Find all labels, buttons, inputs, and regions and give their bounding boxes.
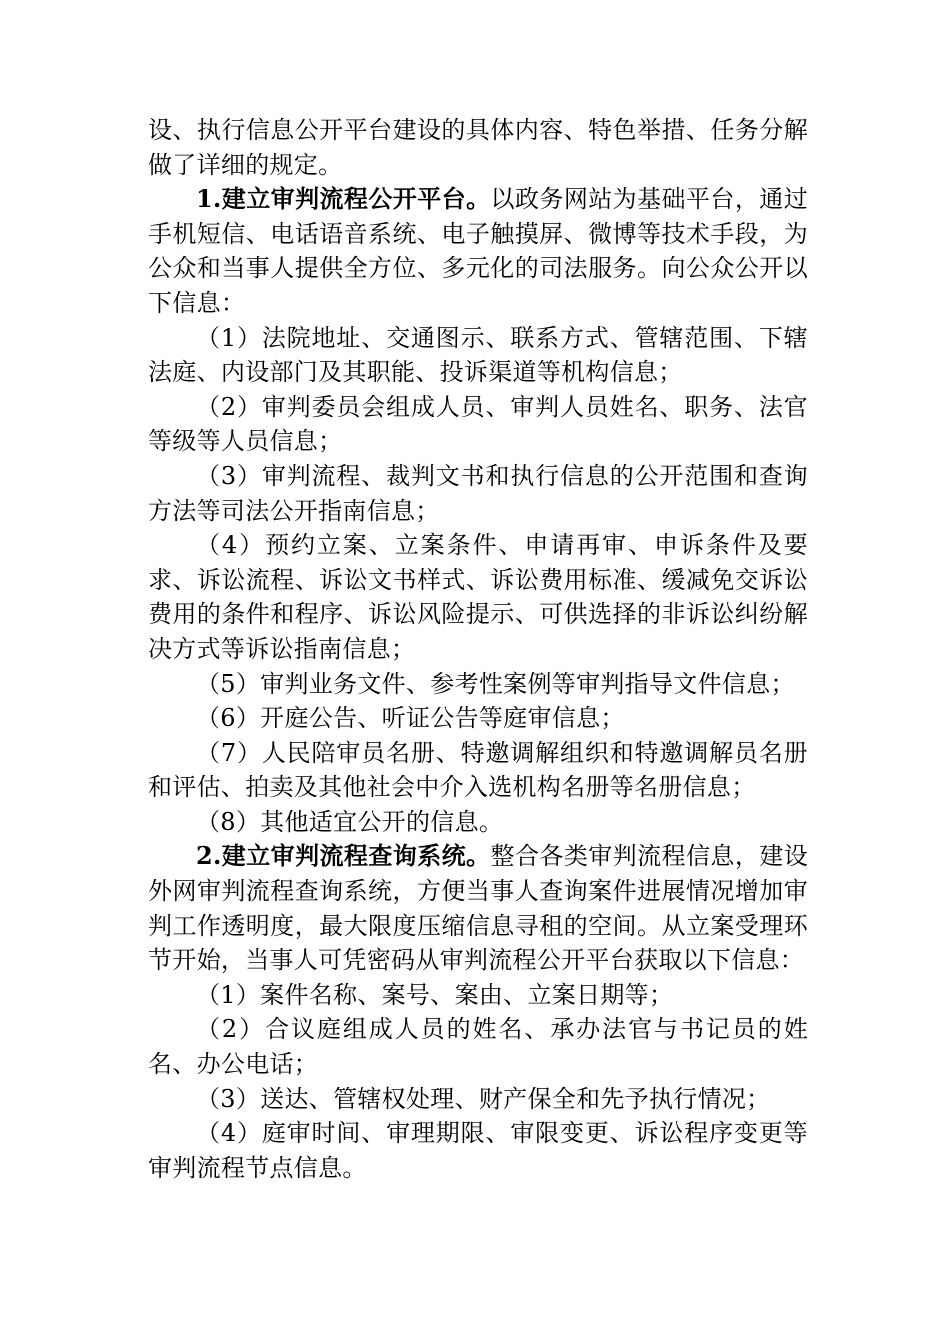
list-item-text: （3）审判流程、裁判文书和执行信息的公开范围和查询方法等司法公开指南信息； [148, 461, 808, 525]
list-item-text: （2）合议庭组成人员的姓名、承办法官与书记员的姓名、办公电话； [148, 1015, 808, 1079]
list-item-text: （1）案件名称、案号、案由、立案日期等； [196, 980, 674, 1009]
section-2-heading: 2.建立审判流程查询系统。 [196, 841, 491, 871]
list-item-text: （4）预约立案、立案条件、申请再审、申诉条件及要求、诉讼流程、诉讼文书样式、诉讼费用标准、缓减免交诉讼费用的条件和程序、诉讼风险提示、可供选择的非诉讼纠纷解决方式等诉讼指南信息； [148, 531, 808, 663]
list-item [148, 1082, 808, 1117]
paragraph-text: 设、执行信息公开平台建设的具体内容、特色举措、任务分解做了详细的规定。 [148, 116, 808, 179]
list-item-text: （7）人民陪审员名册、特邀调解组织和特邀调解员名册和评估、拍卖及其他社会中介入选机构名册等名册信息； [148, 738, 808, 802]
document-page [148, 113, 808, 1185]
list-item [148, 701, 808, 736]
list-item [148, 459, 808, 528]
list-item [148, 1012, 808, 1081]
list-item [148, 667, 808, 702]
list-item [148, 978, 808, 1013]
list-item-text: （4）庭审时间、审理期限、审限变更、诉讼程序变更等审判流程节点信息。 [148, 1119, 808, 1182]
list-item [148, 528, 808, 666]
paragraph-continuation [148, 113, 808, 182]
section-2-text: 整合各类审判流程信息，建设外网审判流程查询系统，方便当事人查询案件进展情况增加审判工作透明度，最大限度压缩信息寻租的空间。从立案受理环节开始，当事人可凭密码从审判流程公开平台获取以下信息： [148, 842, 808, 975]
list-item [148, 736, 808, 805]
list-item-text: （2）审判委员会组成人员、审判人员姓名、职务、法官等级等人员信息； [148, 392, 808, 456]
list-item-text: （6）开庭公告、听证公告等庭审信息； [196, 704, 625, 733]
list-item [148, 390, 808, 459]
section-1-heading: 1.建立审判流程公开平台。 [196, 184, 491, 214]
list-item-text: （3）送达、管辖权处理、财产保全和先予执行情况； [196, 1084, 771, 1113]
list-item [148, 805, 808, 840]
list-item [148, 321, 808, 390]
list-item-text: （8）其他适宜公开的信息。 [196, 807, 504, 836]
list-item-text: （1）法院地址、交通图示、联系方式、管辖范围、下辖法庭、内设部门及其职能、投诉渠道等机构信息； [148, 323, 808, 387]
list-item [148, 1116, 808, 1185]
section-1-paragraph [148, 182, 808, 320]
section-1-text: 以政务网站为基础平台，通过手机短信、电话语音系统、电子触摸屏、微博等技术手段，为公众和当事人提供全方位、多元化的司法服务。向公众公开以下信息： [148, 185, 808, 317]
list-item-text: （5）审判业务文件、参考性案例等审判指导文件信息； [196, 669, 795, 698]
section-2-paragraph [148, 839, 808, 977]
